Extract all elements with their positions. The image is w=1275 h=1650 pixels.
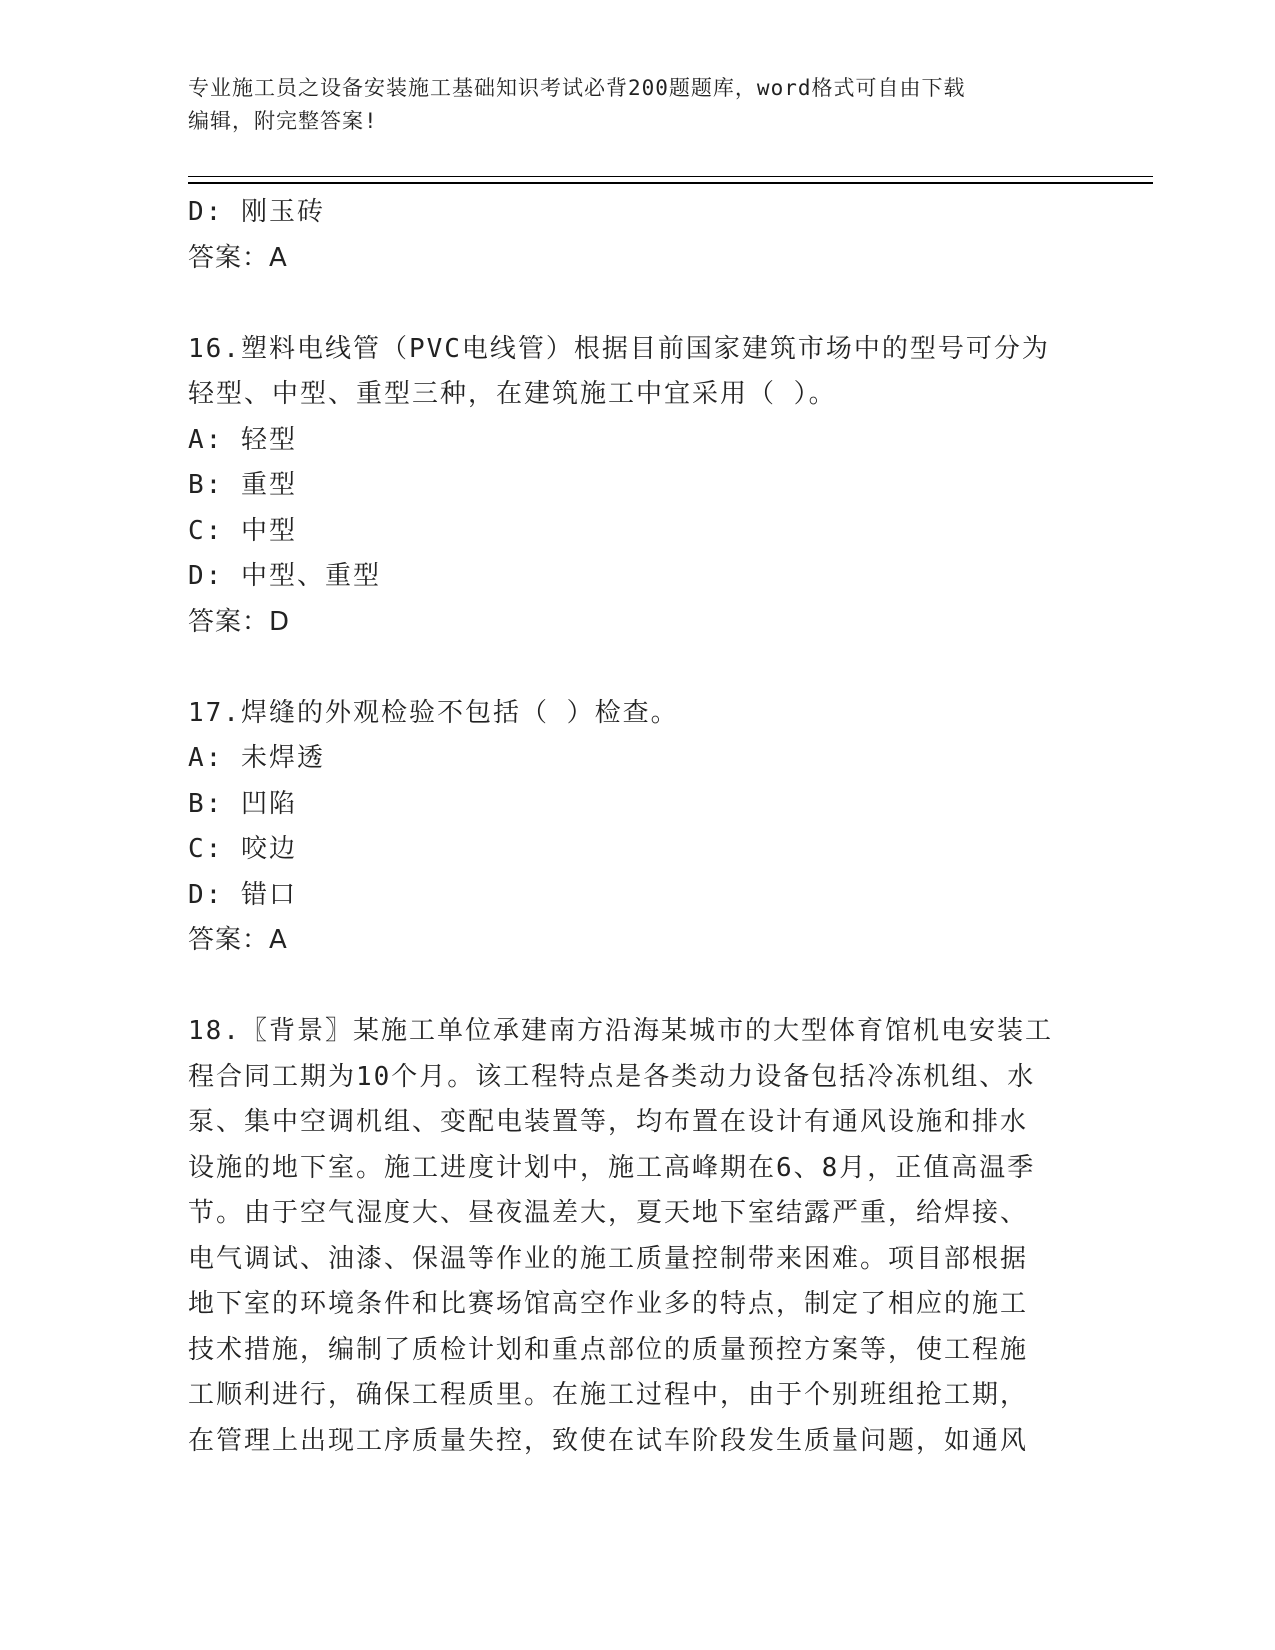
option-a: A: 未焊透 [188,743,325,773]
question-text-line: 程合同工期为10个月。该工程特点是各类动力设备包括冷冻机组、水 [188,1061,1036,1092]
question-text-line: 18.〖背景〗某施工单位承建南方沿海某城市的大型体育馆机电安装工 [188,1016,1053,1046]
question-stem-line: 17.焊缝的外观检验不包括（ ）检查。 [188,697,679,728]
header-title-line-1: 专业施工员之设备安装施工基础知识考试必背200题题库，word格式可自由下载 [188,76,966,100]
option-d: D: 中型、重型 [188,561,381,591]
spacer [188,964,1088,1010]
question-text-line: 工顺利进行，确保工程质里。在施工过程中，由于个别班组抢工期， [188,1380,1029,1410]
question-text-line: 节。由于空气湿度大、昼夜温差大，夏天地下室结露严重，给焊接、 [188,1198,1029,1228]
answer-line: 答案：A [188,925,288,955]
answer-line: 答案：A [188,242,288,273]
option-b: B: 凹陷 [188,788,297,819]
question-stem-line: 轻型、中型、重型三种，在建筑施工中宜采用（ ）。 [188,379,837,409]
question-15-tail [188,190,1088,281]
option-d: D: 刚玉砖 [188,197,325,227]
question-text-line: 技术措施，编制了质检计划和重点部位的质量预控方案等，使工程施 [188,1334,1029,1365]
option-a: A: 轻型 [188,424,297,455]
question-stem-line: 16.塑料电线管（PVC电线管）根据目前国家建筑市场中的型号可分为 [188,333,1050,364]
question-text-line: 电气调试、油漆、保温等作业的施工质量控制带来困难。项目部根据 [188,1243,1029,1274]
document-header [188,72,1088,138]
option-d: D: 错口 [188,879,297,910]
answer-line: 答案：D [188,606,291,637]
header-title-line-2: 编辑，附完整答案! [188,109,378,133]
option-b: B: 重型 [188,470,297,500]
question-16 [188,327,1088,646]
option-c: C: 中型 [188,515,297,546]
question-text-line: 地下室的环境条件和比赛场馆高空作业多的特点，制定了相应的施工 [188,1289,1029,1319]
header-divider [188,176,1153,184]
question-17 [188,691,1088,964]
document-body [188,190,1088,1464]
option-c: C: 咬边 [188,834,297,864]
question-18 [188,1009,1088,1464]
spacer [188,281,1088,327]
spacer [188,645,1088,691]
question-text-line: 设施的地下室。施工进度计划中，施工高峰期在6、8月，正值高温季 [188,1152,1036,1183]
question-text-line: 在管理上出现工序质量失控，致使在试车阶段发生质量问题，如通风 [188,1425,1029,1456]
question-text-line: 泵、集中空调机组、变配电装置等，均布置在设计有通风设施和排水 [188,1107,1029,1137]
